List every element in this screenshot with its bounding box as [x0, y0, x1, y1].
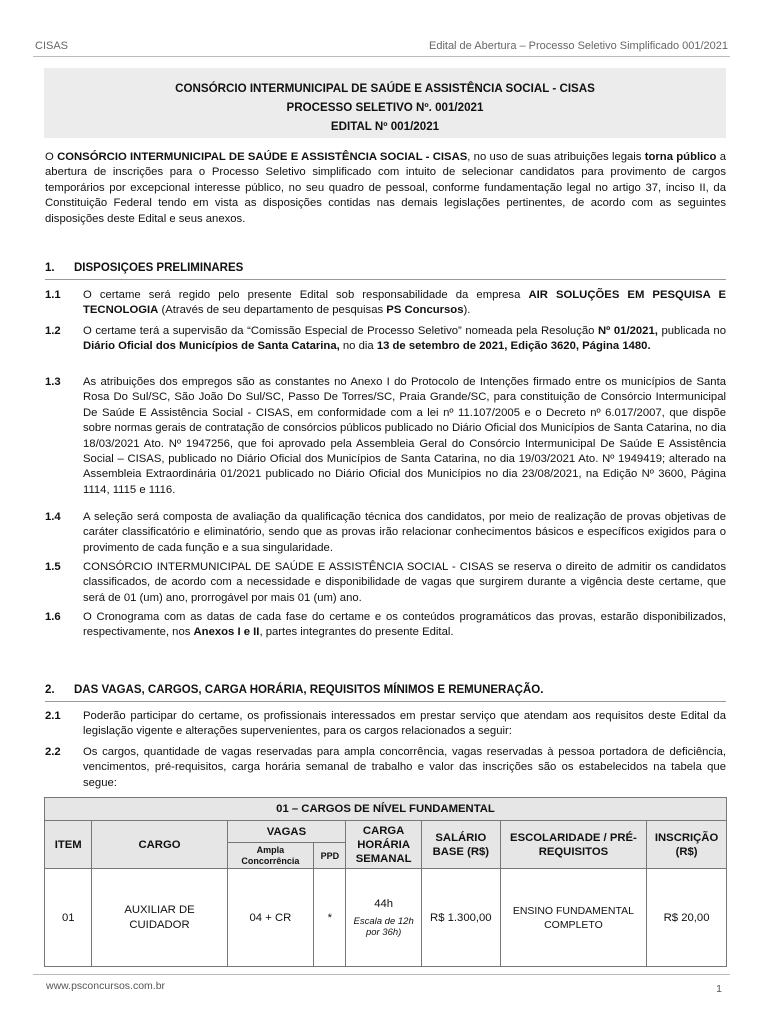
section-2-heading [45, 684, 543, 696]
vagas-table [44, 797, 727, 967]
item-1-1: 1.1 O certame será regido pelo presente Edital sob responsabilidade da empresa AIR SOLUÇÕES EM PESQUISA E TECNOLOGIA (Através de seu departamento de pesquisas PS Concursos). [45, 289, 726, 317]
header-ampla: Ampla Concorrência [227, 843, 314, 869]
title-box [44, 68, 726, 138]
cell-escolaridade: ENSINO FUNDAMENTAL COMPLETO [500, 869, 646, 967]
item-1-2: 1.2 O certame terá a supervisão da “Comissão Especial de Processo Seletivo” nomeada pela Resolução Nº 01/2021, publicada no Diário Oficial dos Municípios de Santa Catarina, no dia 13 de setembro de 2021, Edição 3620, Página 1480. [45, 325, 726, 353]
section-number: 2. [45, 684, 55, 696]
title-line-2: PROCESSO SELETIVO Nº. 001/2021 [286, 101, 484, 114]
section-1-rule [45, 279, 726, 280]
section-number: 1. [45, 262, 55, 274]
section-title: DAS VAGAS, CARGOS, CARGA HORÁRIA, REQUISITOS MÍNIMOS E REMUNERAÇÃO. [74, 684, 544, 696]
header-right: Edital de Abertura – Processo Seletivo Simplificado 001/2021 [428, 40, 728, 52]
header-carga: CARGA HORÁRIA SEMANAL [346, 821, 422, 869]
section-1-heading [45, 262, 243, 274]
footer-divider [33, 974, 730, 975]
table-caption: 01 – CARGOS DE NÍVEL FUNDAMENTAL [45, 798, 727, 821]
table-row [45, 869, 727, 967]
carga-hours: 44h [374, 897, 394, 910]
header-divider [33, 56, 730, 57]
intro-paragraph: O CONSÓRCIO INTERMUNICIPAL DE SAÚDE E ASSISTÊNCIA SOCIAL - CISAS, no uso de suas atribuições legais torna público a abertura de inscrições para o Processo Seletivo simplificado com intuito de selecionar candidatos para provimento de cargos temporários por excepcional interesse público, no seu quadro de pessoal, conforme fundamentação legal no artigo 37, inciso II, da Constituição Federal tendo em vista as disposições contidas nas demais legislações pertinentes, de acordo com as seguintes disposições deste Edital e seus anexos. [45, 151, 727, 225]
cell-ampla: 04 + CR [227, 869, 314, 967]
item-2-2: 2.2 Os cargos, quantidade de vagas reservadas para ampla concorrência, vagas reservadas à pessoa portadora de deficiência, vencimentos, pré-requisitos, carga horária semanal de trabalho e valor das inscrições são os estabelecidos na tabela que segue: [45, 746, 726, 789]
header-salario: SALÁRIO BASE (R$) [421, 821, 500, 869]
section-title: DISPOSIÇOES PRELIMINARES [74, 262, 244, 274]
item-2-1: 2.1 Poderão participar do certame, os profissionais interessados em prestar serviço que atendam aos requisitos deste Edital da legislação vigente e alterações supervenientes, para os cargos relacionados a seguir: [45, 710, 726, 738]
header-vagas: VAGAS [227, 821, 346, 843]
header-ppd: PPD [314, 843, 346, 869]
header-inscricao: INSCRIÇÃO (R$) [647, 821, 727, 869]
cell-item: 01 [45, 869, 92, 967]
cell-ppd: * [314, 869, 346, 967]
cell-cargo: AUXILIAR DE CUIDADOR [92, 869, 227, 967]
cell-inscricao: R$ 20,00 [647, 869, 727, 967]
title-line-3: EDITAL Nº 001/2021 [330, 120, 440, 133]
footer-website: www.psconcursos.com.br [46, 980, 166, 992]
cell-carga [346, 869, 422, 967]
cell-salario: R$ 1.300,00 [421, 869, 500, 967]
header-cargo: CARGO [92, 821, 227, 869]
item-1-4: 1.4 A seleção será composta de avaliação da qualificação técnica dos candidatos, por meio de realização de provas objetivas de caráter classificatório e eliminatório, sendo que as provas irão relacionar conhecimentos básicos e específicos exigidos para o provimento de cada função e a sua singularidade. [45, 511, 726, 554]
header-escolaridade: ESCOLARIDADE / PRÉ-REQUISITOS [500, 821, 646, 869]
carga-note: Escala de 12h por 36h) [353, 915, 414, 938]
page-number: 1 [716, 983, 722, 995]
item-1-3: 1.3 As atribuições dos empregos são as constantes no Anexo I do Protocolo de Intenções firmado entre os municípios de Santa Rosa Do Sul/SC, São João Do Sul/SC, Passo De Torres/SC, Praia Grande/SC, para constituição de Consórcio Intermunicipal De Saúde E Assistência Social - CISAS, em conformidade com a lei nº 11.107/2005 e o Decreto nº 6.017/2007, que dispõe sobre normas gerais de contratação de consórcios públicos publicado no Diário Oficial dos Municípios de Santa Catarina, no dia 18/03/2021 Ato. Nº 1947256, que foi aprovado pela Assembleia Geral do Consórcio Intermunicipal De Saúde E Assistência Social – CISAS, publicado no Diário Oficial dos Municípios de Santa Catarina, no dia 19/03/2021 Ato. Nº 1949419; alterado na Assembleia Extraordinária 01/2021 publicado no Diário Oficial dos Municípios no dia 23/08/2021, na Edição Nº 3600, Página 1114, 1115 e 1116. [45, 376, 726, 496]
item-1-5: 1.5 CONSÓRCIO INTERMUNICIPAL DE SAÚDE E ASSISTÊNCIA SOCIAL - CISAS se reserva o direito de admitir os candidatos classificados, de acordo com a necessidade e disponibilidade de vagas que surgirem durante a vigência deste certame, que será de 01 (um) ano, prorrogável por mais 01 (um) ano. [45, 561, 726, 604]
header-item: ITEM [45, 821, 92, 869]
title-line-1: CONSÓRCIO INTERMUNICIPAL DE SAÚDE E ASSISTÊNCIA SOCIAL - CISAS [175, 82, 595, 95]
header-left: CISAS [35, 40, 69, 52]
item-1-6: 1.6 O Cronograma com as datas de cada fase do certame e os conteúdos programáticos das provas, estarão disponibilizados, respectivamente, nos Anexos I e II, partes integrantes do presente Edital. [45, 611, 726, 639]
section-2-rule [45, 701, 726, 702]
